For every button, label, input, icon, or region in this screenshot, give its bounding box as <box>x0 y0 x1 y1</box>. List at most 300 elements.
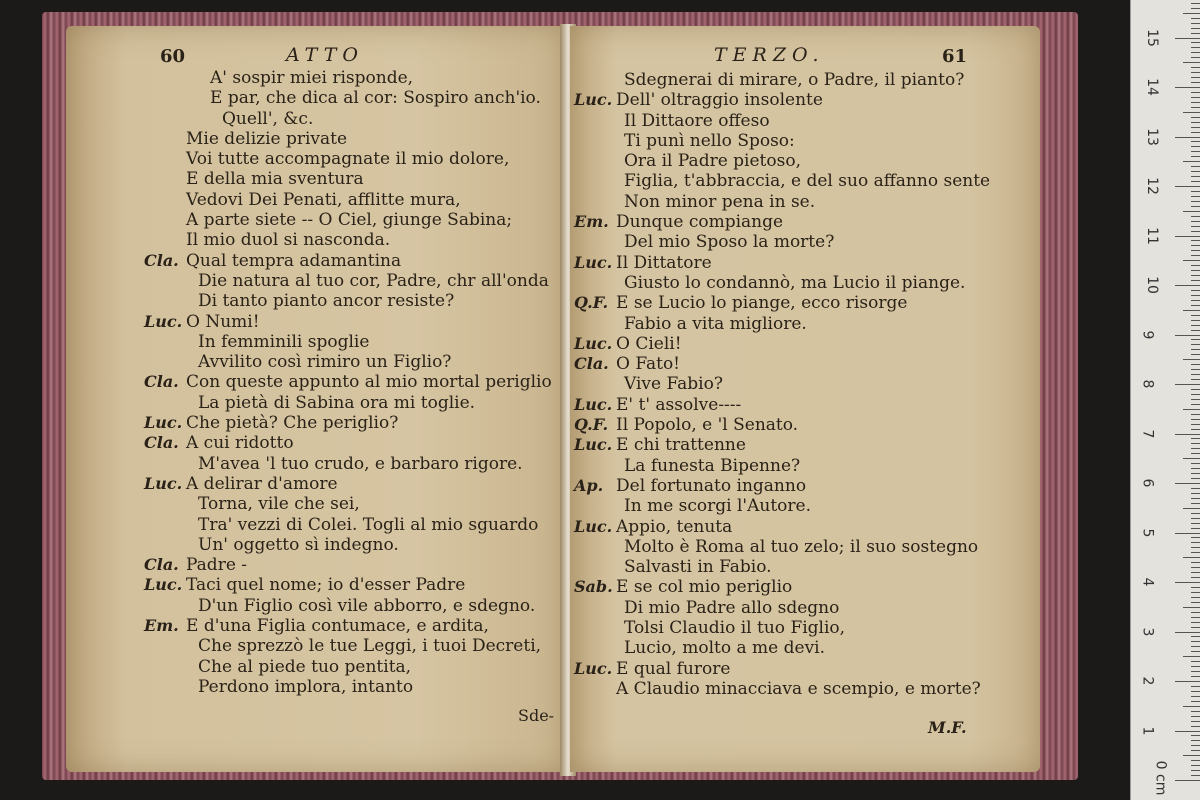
ruler-label: 5 <box>1139 528 1156 537</box>
verse-text: Il Popolo, e 'l Senato. <box>616 415 799 436</box>
catchword: Sde- <box>518 706 555 725</box>
ruler-tick <box>1191 770 1200 771</box>
ruler-tick <box>1191 404 1200 405</box>
ruler-tick <box>1191 587 1200 588</box>
text-line <box>144 636 564 656</box>
verse-text: E qual furore <box>616 658 731 679</box>
text-line <box>574 659 1034 679</box>
ruler-tick <box>1191 97 1200 98</box>
speaker-label: Luc. <box>144 473 183 493</box>
speaker-label: Q.F. <box>574 293 609 313</box>
verse-text: A cui ridotto <box>186 433 294 454</box>
ruler-tick <box>1191 716 1200 717</box>
ruler-tick <box>1191 547 1200 548</box>
ruler-tick <box>1191 107 1200 108</box>
verse-text: Taci quel nome; io d'esser Padre <box>186 575 466 596</box>
speaker-label: Em. <box>144 616 179 636</box>
ruler-tick <box>1191 775 1200 776</box>
text-line <box>144 494 564 514</box>
ruler-tick <box>1191 265 1200 266</box>
ruler-tick <box>1191 295 1200 296</box>
ruler-label: 13 <box>1143 127 1160 146</box>
ruler-tick <box>1191 364 1200 365</box>
verse-text: Lucio, molto a me devi. <box>624 638 826 659</box>
verse-text: E par, che dica al cor: Sospiro anch'io. <box>210 88 541 109</box>
ruler-label: 15 <box>1143 28 1160 47</box>
measuring-ruler <box>1130 0 1200 800</box>
ruler-tick <box>1175 434 1200 435</box>
ruler-tick <box>1191 221 1200 222</box>
ruler-tick <box>1191 216 1200 217</box>
text-line <box>574 496 1034 516</box>
verse-text: E della mia sventura <box>186 169 364 190</box>
ruler-tick <box>1191 231 1200 232</box>
ruler-tick <box>1191 651 1200 652</box>
ruler-tick <box>1191 577 1200 578</box>
text-line <box>574 273 1034 293</box>
text-line <box>574 151 1034 171</box>
ruler-tick <box>1191 330 1200 331</box>
ruler-tick <box>1191 399 1200 400</box>
text-line <box>574 192 1034 212</box>
speaker-label: Luc. <box>144 413 183 433</box>
ruler-tick <box>1191 8 1200 9</box>
text-line <box>144 109 564 129</box>
ruler-tick <box>1191 300 1200 301</box>
ruler-label: 2 <box>1139 676 1156 686</box>
ruler-tick <box>1183 161 1200 162</box>
ruler-tick <box>1175 533 1200 534</box>
ruler-tick <box>1191 28 1200 29</box>
running-header-left: ATTO <box>286 44 364 66</box>
text-line <box>144 433 564 453</box>
verse-text: Molto è Roma al tuo zelo; il suo sostegno <box>624 536 979 557</box>
ruler-tick <box>1191 82 1200 83</box>
ruler-tick <box>1191 641 1200 642</box>
text-line <box>144 332 564 352</box>
speaker-label: Cla. <box>574 354 609 374</box>
text-line <box>574 456 1034 476</box>
verse-text: Del mio Sposo la morte? <box>624 232 835 253</box>
text-line <box>144 88 564 108</box>
verse-text: In me scorgi l'Autore. <box>624 496 811 517</box>
ruler-tick <box>1191 597 1200 598</box>
speaker-label: Q.F. <box>574 415 609 435</box>
ruler-tick <box>1175 384 1200 385</box>
ruler-tick <box>1191 498 1200 499</box>
ruler-label: 3 <box>1139 627 1156 636</box>
ruler-tick <box>1183 706 1200 707</box>
verse-text: E' t' assolve---- <box>616 394 742 415</box>
ruler-tick <box>1191 468 1200 469</box>
text-line <box>144 393 564 413</box>
ruler-tick <box>1191 503 1200 504</box>
text-line <box>574 577 1034 597</box>
ruler-tick <box>1191 414 1200 415</box>
ruler-tick <box>1191 166 1200 167</box>
ruler-tick <box>1175 236 1200 237</box>
ruler-tick <box>1191 602 1200 603</box>
ruler-label: 9 <box>1139 330 1156 339</box>
ruler-tick <box>1175 137 1200 138</box>
speaker-label: Luc. <box>574 394 613 414</box>
verse-text: Ora il Padre pietoso, <box>624 151 801 172</box>
ruler-tick <box>1175 87 1200 88</box>
verse-text: Del fortunato inganno <box>616 475 807 496</box>
ruler-tick <box>1191 488 1200 489</box>
verse-text: In femminili spoglie <box>198 331 370 352</box>
text-line <box>144 169 564 189</box>
ruler-tick <box>1191 448 1200 449</box>
text-line <box>144 210 564 230</box>
verse-text: Giusto lo condannò, ma Lucio il piange. <box>624 272 966 293</box>
ruler-tick <box>1191 379 1200 380</box>
ruler-tick <box>1191 750 1200 751</box>
verse-text: M'avea 'l tuo crudo, e barbaro rigore. <box>198 453 523 474</box>
ruler-tick <box>1191 478 1200 479</box>
ruler-tick <box>1191 676 1200 677</box>
ruler-tick <box>1191 33 1200 34</box>
ruler-tick <box>1191 42 1200 43</box>
ruler-tick <box>1175 632 1200 633</box>
text-line <box>574 70 1034 90</box>
ruler-tick <box>1191 542 1200 543</box>
ruler-tick <box>1191 255 1200 256</box>
ruler-tick <box>1191 567 1200 568</box>
ruler-tick <box>1191 206 1200 207</box>
ruler-tick <box>1191 592 1200 593</box>
text-line <box>144 474 564 494</box>
ruler-tick <box>1191 245 1200 246</box>
ruler-tick <box>1191 280 1200 281</box>
ruler-tick <box>1191 552 1200 553</box>
ruler-tick <box>1191 122 1200 123</box>
ruler-tick <box>1175 582 1200 583</box>
text-line <box>144 68 564 88</box>
ruler-tick <box>1191 562 1200 563</box>
verse-text: A' sospir miei risponde, <box>210 68 414 88</box>
ruler-tick <box>1183 310 1200 311</box>
text-line <box>144 271 564 291</box>
speaker-label: Em. <box>574 212 609 232</box>
ruler-tick <box>1191 691 1200 692</box>
ruler-tick <box>1175 38 1200 39</box>
ruler-tick <box>1191 18 1200 19</box>
ruler-label: 11 <box>1143 226 1160 245</box>
verse-text: Che al piede tuo pentita, <box>198 656 412 677</box>
ruler-tick <box>1183 656 1200 657</box>
text-line <box>574 253 1034 273</box>
ruler-tick <box>1191 196 1200 197</box>
ruler-tick <box>1175 186 1200 187</box>
ruler-tick <box>1191 250 1200 251</box>
ruler-tick <box>1183 458 1200 459</box>
speaker-label: Cla. <box>144 372 179 392</box>
ruler-tick <box>1191 156 1200 157</box>
verse-text: La funesta Bipenne? <box>624 455 801 476</box>
verse-text: E se col mio periglio <box>616 577 793 598</box>
ruler-tick <box>1191 686 1200 687</box>
speaker-label: Luc. <box>574 252 613 272</box>
speaker-label: Sab. <box>574 577 613 597</box>
ruler-tick <box>1191 537 1200 538</box>
ruler-tick <box>1191 369 1200 370</box>
ruler-tick <box>1191 394 1200 395</box>
running-header-right: TERZO. <box>714 44 825 66</box>
text-line <box>574 476 1034 496</box>
text-line <box>144 535 564 555</box>
page-number-left: 60 <box>160 46 186 67</box>
signature-mark: M.F. <box>928 718 967 737</box>
ruler-tick <box>1191 226 1200 227</box>
ruler-tick <box>1183 211 1200 212</box>
ruler-tick <box>1191 443 1200 444</box>
text-line <box>574 435 1034 455</box>
text-line <box>144 657 564 677</box>
verse-text: Appio, tenuta <box>616 516 733 537</box>
ruler-label: 12 <box>1143 177 1160 195</box>
verse-text: E se Lucio lo piange, ecco risorge <box>616 293 908 314</box>
ruler-tick <box>1191 627 1200 628</box>
text-line <box>574 395 1034 415</box>
ruler-tick <box>1191 305 1200 306</box>
ruler-tick <box>1191 711 1200 712</box>
ruler-tick <box>1191 92 1200 93</box>
text-line <box>574 517 1034 537</box>
verse-text: O Numi! <box>186 311 260 332</box>
text-line <box>574 212 1034 232</box>
text-line <box>574 598 1034 618</box>
verse-text: D'un Figlio così vile abborro, e sdegno. <box>198 595 536 616</box>
ruler-tick <box>1191 325 1200 326</box>
ruler-tick <box>1183 13 1200 14</box>
text-line <box>574 171 1034 191</box>
ruler-tick <box>1191 612 1200 613</box>
verse-text: Quell', &c. <box>222 108 314 129</box>
verse-text: Dell' oltraggio insolente <box>616 90 823 111</box>
verse-text: E d'una Figlia contumace, e ardita, <box>186 616 489 637</box>
page-number-right: 61 <box>942 46 968 67</box>
speaker-label: Luc. <box>574 435 613 455</box>
text-line <box>144 413 564 433</box>
verse-text: A delirar d'amore <box>186 473 338 494</box>
text-line <box>574 415 1034 435</box>
ruler-tick <box>1191 696 1200 697</box>
text-line <box>144 372 564 392</box>
speaker-label: Luc. <box>574 658 613 678</box>
ruler-tick <box>1191 270 1200 271</box>
ruler-tick <box>1191 181 1200 182</box>
verse-text: Sdegnerai di mirare, o Padre, il pianto? <box>624 70 965 90</box>
speaker-label: Luc. <box>574 516 613 536</box>
verse-text: A Claudio minacciava e scempio, e morte? <box>616 678 981 699</box>
ruler-tick <box>1191 493 1200 494</box>
ruler-tick <box>1191 726 1200 727</box>
ruler-label: 7 <box>1139 429 1156 438</box>
text-line <box>574 293 1034 313</box>
text-line <box>144 251 564 271</box>
ruler-tick <box>1191 191 1200 192</box>
verse-text: Che sprezzò le tue Leggi, i tuoi Decreti, <box>198 636 542 657</box>
verse-text: Dunque compiange <box>616 212 784 233</box>
speaker-label: Cla. <box>144 433 179 453</box>
verse-text: Voi tutte accompagnate il mio dolore, <box>186 149 510 170</box>
ruler-tick <box>1191 424 1200 425</box>
ruler-tick <box>1191 146 1200 147</box>
verse-text: Perdono implora, intanto <box>198 676 414 697</box>
verse-text: Qual tempra adamantina <box>186 250 402 271</box>
ruler-unit: 0 cm <box>1152 760 1169 796</box>
ruler-tick <box>1191 463 1200 464</box>
ruler-tick <box>1191 513 1200 514</box>
ruler-tick <box>1183 62 1200 63</box>
text-line <box>574 557 1034 577</box>
ruler-tick <box>1191 354 1200 355</box>
speaker-label: Ap. <box>574 475 604 495</box>
ruler-label: 10 <box>1143 276 1160 294</box>
ruler-tick <box>1191 671 1200 672</box>
ruler-tick <box>1191 57 1200 58</box>
verse-text: Padre - <box>186 555 248 576</box>
ruler-label: 1 <box>1139 726 1156 735</box>
ruler-tick <box>1191 735 1200 736</box>
text-line <box>574 111 1034 131</box>
verse-text: A parte siete -- O Ciel, giunge Sabina; <box>186 210 513 231</box>
ruler-tick <box>1183 557 1200 558</box>
ruler-tick <box>1191 760 1200 761</box>
ruler-tick <box>1183 508 1200 509</box>
ruler-tick <box>1191 290 1200 291</box>
ruler-tick <box>1175 285 1200 286</box>
left-page-text <box>144 68 564 697</box>
ruler-tick <box>1191 438 1200 439</box>
verse-text: Il mio duol si nasconda. <box>186 230 391 251</box>
ruler-tick <box>1191 572 1200 573</box>
ruler-tick <box>1191 429 1200 430</box>
ruler-tick <box>1183 755 1200 756</box>
ruler-tick <box>1175 731 1200 732</box>
verse-text: Di tanto pianto ancor resiste? <box>198 291 455 312</box>
verse-text: Che pietà? Che periglio? <box>186 413 399 434</box>
ruler-tick <box>1191 52 1200 53</box>
verse-text: Fabio a vita migliore. <box>624 313 807 334</box>
text-line <box>144 616 564 636</box>
text-line <box>144 677 564 697</box>
speaker-label: Luc. <box>574 333 613 353</box>
ruler-label: 8 <box>1139 379 1156 389</box>
text-line <box>574 131 1034 151</box>
ruler-tick <box>1191 315 1200 316</box>
speaker-label: Luc. <box>144 311 183 331</box>
verse-text: Non minor pena in se. <box>624 191 816 212</box>
text-line <box>144 312 564 332</box>
ruler-tick <box>1191 141 1200 142</box>
text-line <box>574 374 1034 394</box>
text-line <box>144 352 564 372</box>
verse-text: Vive Fabio? <box>624 374 723 395</box>
ruler-tick <box>1191 666 1200 667</box>
verse-text: Il Dittatore <box>616 252 712 273</box>
text-line <box>144 596 564 616</box>
verse-text: O Fato! <box>616 354 681 375</box>
text-line <box>574 354 1034 374</box>
ruler-tick <box>1191 745 1200 746</box>
ruler-tick <box>1191 661 1200 662</box>
right-page-text <box>574 70 1034 699</box>
ruler-tick <box>1191 240 1200 241</box>
ruler-tick <box>1191 132 1200 133</box>
ruler-tick <box>1183 607 1200 608</box>
text-line <box>574 618 1034 638</box>
verse-text: Con queste appunto al mio mortal periglio <box>186 372 552 393</box>
ruler-tick <box>1191 389 1200 390</box>
ruler-tick <box>1191 740 1200 741</box>
ruler-tick <box>1191 518 1200 519</box>
speaker-label: Cla. <box>144 555 179 575</box>
ruler-tick <box>1191 171 1200 172</box>
ruler-label: 4 <box>1139 577 1156 587</box>
ruler-tick <box>1191 176 1200 177</box>
ruler-tick <box>1191 765 1200 766</box>
text-line <box>144 149 564 169</box>
verse-text: Il Dittaore offeso <box>624 110 770 131</box>
text-line <box>144 190 564 210</box>
verse-text: Avvilito così rimiro un Figlio? <box>198 352 452 373</box>
ruler-tick <box>1175 335 1200 336</box>
ruler-tick <box>1191 275 1200 276</box>
ruler-tick <box>1175 780 1200 781</box>
ruler-tick <box>1183 112 1200 113</box>
ruler-tick <box>1191 646 1200 647</box>
text-line <box>144 454 564 474</box>
text-line <box>144 291 564 311</box>
text-line <box>574 314 1034 334</box>
verse-text: Torna, vile che sei, <box>198 494 360 515</box>
text-line <box>144 555 564 575</box>
ruler-tick <box>1191 127 1200 128</box>
ruler-tick <box>1175 483 1200 484</box>
ruler-tick <box>1183 260 1200 261</box>
ruler-tick <box>1191 3 1200 4</box>
verse-text: Die natura al tuo cor, Padre, chr all'onda <box>198 270 549 291</box>
verse-text: Vedovi Dei Penati, afflitte mura, <box>186 189 461 210</box>
speaker-label: Luc. <box>144 575 183 595</box>
ruler-tick <box>1191 349 1200 350</box>
ruler-tick <box>1191 636 1200 637</box>
ruler-tick <box>1175 681 1200 682</box>
verse-text: Tolsi Claudio il tuo Figlio, <box>624 618 846 639</box>
ruler-tick <box>1191 67 1200 68</box>
ruler-tick <box>1191 47 1200 48</box>
text-line <box>144 575 564 595</box>
verse-text: Figlia, t'abbraccia, e del suo affanno sente <box>624 171 991 192</box>
text-line <box>574 334 1034 354</box>
text-line <box>574 638 1034 658</box>
text-line <box>574 537 1034 557</box>
verse-text: O Cieli! <box>616 333 682 354</box>
ruler-tick <box>1191 374 1200 375</box>
verse-text: Tra' vezzi di Colei. Togli al mio sguardo <box>198 514 539 535</box>
ruler-tick <box>1191 528 1200 529</box>
ruler-tick <box>1183 359 1200 360</box>
ruler-tick <box>1191 77 1200 78</box>
ruler-tick <box>1191 721 1200 722</box>
ruler-tick <box>1191 23 1200 24</box>
ruler-tick <box>1183 409 1200 410</box>
text-line <box>144 230 564 250</box>
ruler-tick <box>1191 320 1200 321</box>
ruler-tick <box>1191 339 1200 340</box>
